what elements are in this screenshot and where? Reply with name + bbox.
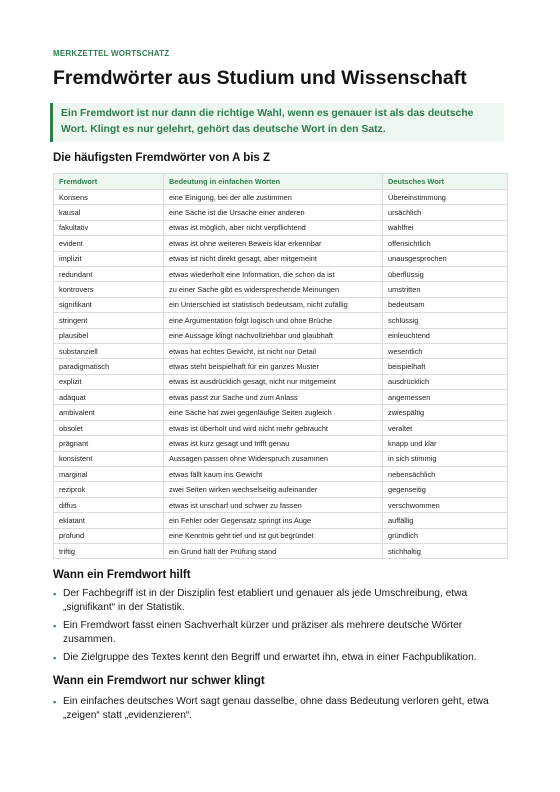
table-row: [54, 313, 508, 328]
cell-deutsches-wort: gründlich: [383, 528, 508, 543]
cell-deutsches-wort: in sich stimmig: [383, 451, 508, 466]
column-header-deutsches-wort: Deutsches Wort: [383, 174, 508, 190]
table-row: [54, 451, 508, 466]
cell-bedeutung: etwas hat echtes Gewicht, ist nicht nur Detail: [164, 343, 383, 358]
cell-bedeutung: ein Fehler oder Gegensatz springt ins Auge: [164, 513, 383, 528]
table-row: [54, 343, 508, 358]
cell-bedeutung: etwas passt zur Sache und zum Anlass: [164, 390, 383, 405]
cell-fremdwort: triftig: [54, 543, 164, 558]
cell-deutsches-wort: schlüssig: [383, 313, 508, 328]
cell-deutsches-wort: unausgesprochen: [383, 251, 508, 266]
cell-deutsches-wort: wahlfrei: [383, 220, 508, 235]
eyebrow-label: MERKZETTEL WORTSCHATZ: [53, 49, 170, 58]
cell-fremdwort: redundant: [54, 266, 164, 281]
table-row: [54, 266, 508, 281]
cell-bedeutung: etwas ist kurz gesagt und trifft genau: [164, 436, 383, 451]
page-title: Fremdwörter aus Studium und Wissenschaft: [53, 67, 467, 89]
cell-bedeutung: eine Kenntnis geht tief und ist gut begründet: [164, 528, 383, 543]
cell-fremdwort: adäquat: [54, 390, 164, 405]
column-header-bedeutung: Bedeutung in einfachen Worten: [164, 174, 383, 190]
sounds-section-heading: Wann ein Fremdwort nur schwer klingt: [53, 675, 265, 687]
cell-bedeutung: etwas wiederholt eine Information, die schon da ist: [164, 266, 383, 281]
cell-deutsches-wort: offensichtlich: [383, 236, 508, 251]
table-row: [54, 436, 508, 451]
cell-fremdwort: marginal: [54, 467, 164, 482]
list-item-text: Ein Fremdwort fasst einen Sachverhalt kürzer und präziser als mehrere deutsche Wörter zusammen.: [63, 620, 463, 645]
cell-bedeutung: eine Sache hat zwei gegenläufige Seiten zugleich: [164, 405, 383, 420]
cell-fremdwort: reziprok: [54, 482, 164, 497]
cell-deutsches-wort: verschwommen: [383, 497, 508, 512]
cell-fremdwort: prägnant: [54, 436, 164, 451]
table-row: [54, 297, 508, 312]
vocabulary-table: [53, 173, 508, 559]
table-row: [54, 190, 508, 205]
cell-fremdwort: plausibel: [54, 328, 164, 343]
cell-deutsches-wort: angemessen: [383, 390, 508, 405]
cell-deutsches-wort: nebensächlich: [383, 467, 508, 482]
list-item: [53, 619, 507, 647]
cell-deutsches-wort: umstritten: [383, 282, 508, 297]
table-row: [54, 543, 508, 558]
cell-fremdwort: implizit: [54, 251, 164, 266]
table-header-row: [54, 174, 508, 190]
square-bullet-icon: ▪: [53, 589, 57, 599]
cell-fremdwort: ambivalent: [54, 405, 164, 420]
table-row: [54, 482, 508, 497]
table-row: [54, 513, 508, 528]
list-item-text: Ein einfaches deutsches Wort sagt genau dasselbe, ohne dass Bedeutung verloren geht, etwa „zeigen“ statt „evidenzieren“.: [63, 696, 489, 721]
cell-bedeutung: eine Sache ist die Ursache einer anderen: [164, 205, 383, 220]
table-row: [54, 205, 508, 220]
cell-fremdwort: kausal: [54, 205, 164, 220]
list-item: [53, 695, 507, 723]
cell-fremdwort: konsistent: [54, 451, 164, 466]
cell-deutsches-wort: wesentlich: [383, 343, 508, 358]
table-row: [54, 359, 508, 374]
table-row: [54, 374, 508, 389]
cell-bedeutung: etwas ist ausdrücklich gesagt, nicht nur mitgemeint: [164, 374, 383, 389]
cell-bedeutung: etwas ist möglich, aber nicht verpflichtend: [164, 220, 383, 235]
list-item: [53, 587, 507, 615]
cell-deutsches-wort: knapp und klar: [383, 436, 508, 451]
helps-section-heading: Wann ein Fremdwort hilft: [53, 569, 191, 581]
cell-fremdwort: Konsens: [54, 190, 164, 205]
list-item: [53, 651, 507, 665]
table-row: [54, 405, 508, 420]
cell-fremdwort: obsolet: [54, 420, 164, 435]
table-section-heading: Die häufigsten Fremdwörter von A bis Z: [53, 152, 271, 164]
cell-bedeutung: zu einer Sache gibt es widersprechende Meinungen: [164, 282, 383, 297]
table-row: [54, 328, 508, 343]
cell-deutsches-wort: ursächlich: [383, 205, 508, 220]
cell-deutsches-wort: bedeutsam: [383, 297, 508, 312]
cell-fremdwort: paradigmatisch: [54, 359, 164, 374]
cell-deutsches-wort: veraltet: [383, 420, 508, 435]
cell-deutsches-wort: zwiespältig: [383, 405, 508, 420]
table-row: [54, 251, 508, 266]
list-item-text: Der Fachbegriff ist in der Disziplin fest etabliert und genauer als jede Umschreibung, etwa „signifikant“ in der Statistik.: [63, 588, 468, 613]
cell-deutsches-wort: auffällig: [383, 513, 508, 528]
square-bullet-icon: ▪: [53, 621, 57, 631]
table-row: [54, 390, 508, 405]
cell-bedeutung: etwas fällt kaum ins Gewicht: [164, 467, 383, 482]
table-row: [54, 467, 508, 482]
cell-deutsches-wort: beispielhaft: [383, 359, 508, 374]
cell-bedeutung: etwas ist unscharf und schwer zu fassen: [164, 497, 383, 512]
cell-fremdwort: evident: [54, 236, 164, 251]
table-row: [54, 220, 508, 235]
cell-bedeutung: etwas steht beispielhaft für ein ganzes Muster: [164, 359, 383, 374]
column-header-fremdwort: Fremdwort: [54, 174, 164, 190]
table-row: [54, 528, 508, 543]
cell-fremdwort: kontrovers: [54, 282, 164, 297]
cell-fremdwort: stringent: [54, 313, 164, 328]
square-bullet-icon: ▪: [53, 697, 57, 707]
cell-fremdwort: profund: [54, 528, 164, 543]
table-body: [54, 190, 508, 559]
cell-fremdwort: diffus: [54, 497, 164, 512]
cell-bedeutung: eine Argumentation folgt logisch und ohne Brüche: [164, 313, 383, 328]
square-bullet-icon: ▪: [53, 653, 57, 663]
callout-box: Ein Fremdwort ist nur dann die richtige Wahl, wenn es genauer ist als das deutsche Wort. Klingt es nur gelehrt, gehört das deutsche Wort in den Satz.: [50, 103, 504, 142]
sounds-list: [53, 695, 507, 727]
cell-fremdwort: fakultativ: [54, 220, 164, 235]
cell-bedeutung: zwei Seiten wirken wechselseitig aufeinander: [164, 482, 383, 497]
cell-bedeutung: ein Unterschied ist statistisch bedeutsam, nicht zufällig: [164, 297, 383, 312]
cell-bedeutung: etwas ist nicht direkt gesagt, aber mitgemeint: [164, 251, 383, 266]
cell-deutsches-wort: stichhaltig: [383, 543, 508, 558]
cell-bedeutung: eine Aussage klingt nachvollziehbar und glaubhaft: [164, 328, 383, 343]
cell-deutsches-wort: Übereinstimmung: [383, 190, 508, 205]
cell-fremdwort: signifikant: [54, 297, 164, 312]
cell-bedeutung: etwas ist überholt und wird nicht mehr gebraucht: [164, 420, 383, 435]
cell-bedeutung: ein Grund hält der Prüfung stand: [164, 543, 383, 558]
cell-fremdwort: eklatant: [54, 513, 164, 528]
table-row: [54, 497, 508, 512]
cell-fremdwort: explizit: [54, 374, 164, 389]
cell-deutsches-wort: einleuchtend: [383, 328, 508, 343]
table-row: [54, 282, 508, 297]
cell-fremdwort: substanziell: [54, 343, 164, 358]
cell-bedeutung: etwas ist ohne weiteren Beweis klar erkennbar: [164, 236, 383, 251]
cell-deutsches-wort: gegenseitig: [383, 482, 508, 497]
table-row: [54, 420, 508, 435]
helps-list: [53, 587, 507, 669]
cell-deutsches-wort: überflüssig: [383, 266, 508, 281]
cell-deutsches-wort: ausdrücklich: [383, 374, 508, 389]
cell-bedeutung: eine Einigung, bei der alle zustimmen: [164, 190, 383, 205]
cell-bedeutung: Aussagen passen ohne Widerspruch zusammen: [164, 451, 383, 466]
list-item-text: Die Zielgruppe des Textes kennt den Begriff und erwartet ihn, etwa in einer Fachpublikation.: [63, 652, 477, 663]
table-row: [54, 236, 508, 251]
